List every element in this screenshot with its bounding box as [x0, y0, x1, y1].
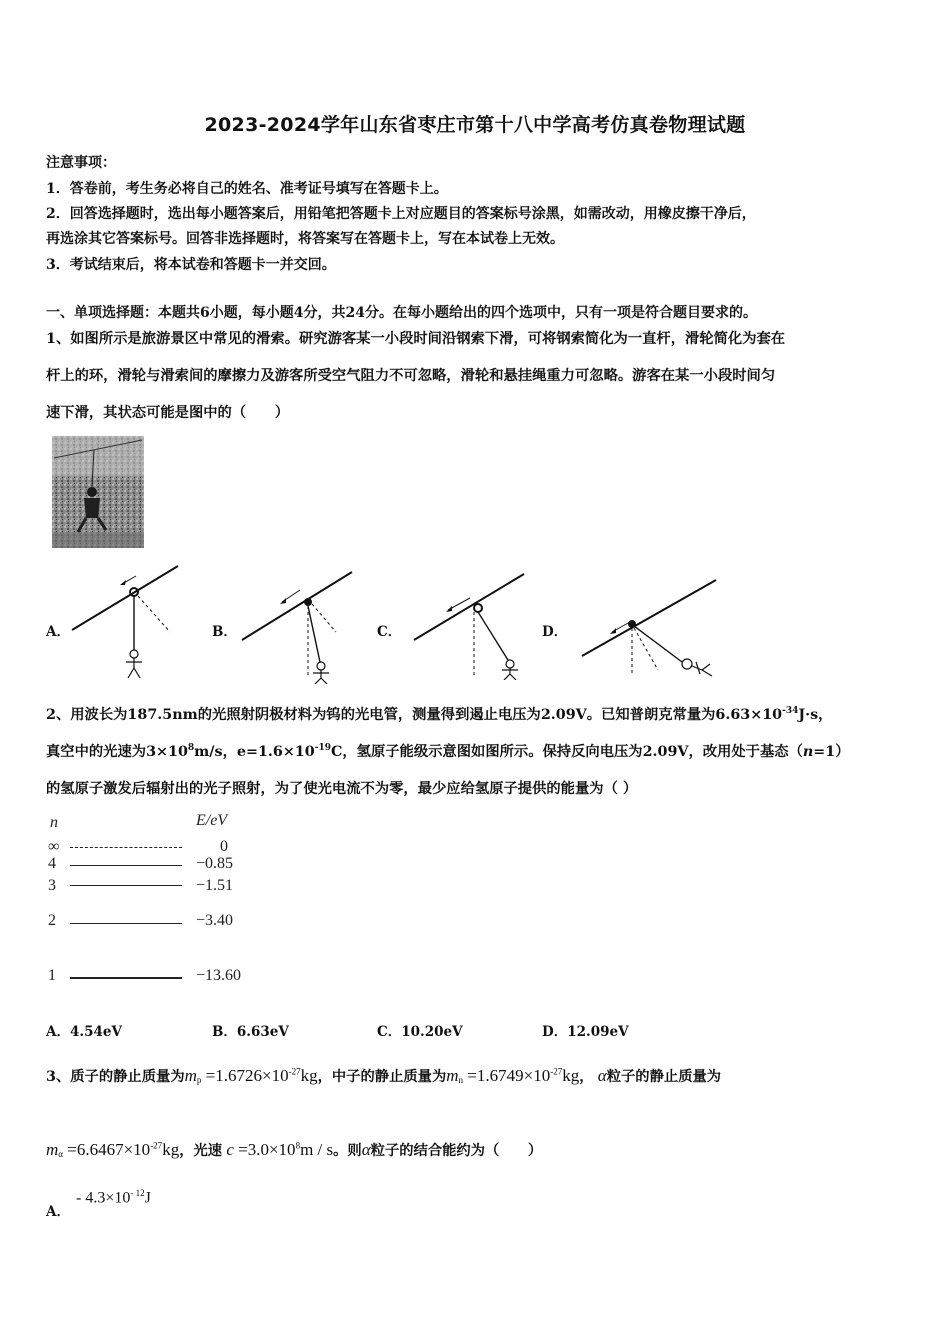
note-item-1: 1．答卷前，考生务必将自己的姓名、准考证号填写在答题卡上。 — [46, 181, 448, 197]
section-heading: 一、单项选择题：本题共6小题，每小题4分，共24分。在每小题给出的四个选项中，只有一项是符合题目要求的。 — [46, 305, 757, 321]
level-4-n: 4 — [48, 855, 56, 872]
q1-diagram-d — [578, 576, 720, 680]
q1-diagram-c — [412, 566, 528, 680]
alpha-mass-sub: α — [58, 1149, 63, 1159]
note-item-2: 2．回答选择题时，选出每小题答案后，用铅笔把答题卡上对应题目的答案标号涂黑，如需改动，用橡皮擦干净后， — [46, 206, 756, 222]
q1-option-b: B． — [212, 624, 237, 640]
q3-option-a-exp: - 12 — [130, 1188, 145, 1198]
q2-line-1 — [46, 704, 832, 724]
q3-line-2 — [46, 1140, 542, 1160]
q1-line-3: 速下滑，其状态可能是图中的（ ） — [46, 405, 290, 421]
level-3-line — [70, 885, 182, 886]
speed-of-light — [222, 1140, 333, 1159]
light-speed-value: =3.0×10 — [238, 1140, 296, 1159]
neutron-mass-symbol: m — [446, 1066, 459, 1085]
neutron-mass-sub: n — [458, 1075, 464, 1085]
q1-line-1: 1、如图所示是旅游景区中常见的滑索。研究游客某一小段时间沿钢索下滑，可将钢索简化为一直杆，滑轮简化为套在 — [46, 331, 786, 347]
q1-diagram-b — [240, 568, 356, 684]
q2-line-2-text-b: m/s，e=1.6×10 — [194, 744, 315, 760]
q1-line-2: 杆上的环，滑轮与滑索间的摩擦力及游客所受空气阻力不可忽略，滑轮和悬挂绳重力可忽略。游客在某一小段时间匀 — [46, 368, 776, 384]
level-inf-n: ∞ — [48, 838, 60, 855]
zipline-photo — [52, 436, 144, 548]
q2-line-2-text-a: 真空中的光速为3×10 — [46, 744, 188, 760]
light-speed-exp: 8 — [295, 1140, 301, 1151]
diagram-e-label: E/eV — [196, 812, 228, 829]
q2-line-1-text-a: 2、用波长为187.5nm的光照射阴极材料为钨的光电管，测量得到遏止电压为2.09V。已知普朗克常量为6.63×10 — [46, 707, 783, 723]
diagram-n-label: n — [50, 814, 58, 831]
notes-heading: 注意事项： — [46, 155, 116, 171]
q3-text-6: 。则 — [333, 1143, 362, 1159]
alpha-mass-exp: -27 — [150, 1140, 163, 1151]
q2-line-2-n: n — [802, 744, 814, 760]
level-4-e: −0.85 — [196, 855, 234, 872]
q2-line-1-exp: -34 — [782, 706, 799, 717]
q2-option-a: A．4.54eV — [46, 1024, 122, 1040]
q1-option-c: C． — [377, 624, 402, 640]
q2-option-b: B．6.63eV — [212, 1024, 289, 1040]
q2-line-2 — [46, 741, 850, 761]
light-speed-symbol: c — [226, 1140, 234, 1159]
neutron-mass-unit: kg — [562, 1066, 580, 1085]
q3-text-1: 3、质子的静止质量为 — [46, 1069, 185, 1085]
level-1-n: 1 — [48, 967, 56, 984]
alpha-symbol-2: α — [361, 1140, 371, 1159]
q1-option-d: D． — [542, 624, 568, 640]
q3-option-a-value — [76, 1188, 151, 1207]
q1-diagram-a — [70, 562, 182, 680]
proton-mass-unit: kg — [300, 1066, 318, 1085]
level-inf-e: 0 — [220, 838, 228, 855]
alpha-mass-value: =6.6467×10 — [67, 1140, 151, 1159]
q1-option-a: A． — [46, 624, 70, 640]
note-item-2-cont: 再选涂其它答案标号。回答非选择题时，将答案写在答题卡上，写在本试卷上无效。 — [46, 231, 564, 247]
proton-mass-symbol: m — [184, 1066, 197, 1085]
q3-text-3: ， — [579, 1069, 594, 1085]
neutron-mass — [446, 1066, 579, 1085]
level-2-n: 2 — [48, 912, 56, 929]
q2-option-c: C．10.20eV — [377, 1024, 463, 1040]
q3-text-2: ，中子的静止质量为 — [317, 1069, 447, 1085]
neutron-mass-exp: -27 — [550, 1066, 563, 1077]
proton-mass — [185, 1066, 318, 1085]
q3-option-a-number: - 4.3×10 — [76, 1189, 131, 1207]
q3-text-5: ，光速 — [179, 1143, 223, 1159]
energy-level-diagram — [44, 812, 254, 992]
q2-line-2-exp-1: 8 — [187, 743, 195, 754]
alpha-mass — [46, 1140, 179, 1159]
q2-line-2-text-d: =1） — [813, 744, 850, 760]
level-4-line — [70, 865, 182, 866]
level-3-e: −1.51 — [196, 877, 234, 894]
neutron-mass-value: =1.6749×10 — [467, 1066, 551, 1085]
q3-line-1 — [46, 1066, 721, 1086]
level-2-line — [70, 923, 182, 924]
alpha-mass-symbol: m — [46, 1140, 59, 1159]
proton-mass-exp: -27 — [288, 1066, 301, 1077]
light-speed-unit: m / s — [300, 1140, 334, 1159]
level-1-e: −13.60 — [196, 967, 242, 984]
alpha-mass-unit: kg — [162, 1140, 180, 1159]
proton-mass-value: =1.6726×10 — [205, 1066, 289, 1085]
level-3-n: 3 — [48, 877, 56, 894]
q2-option-d: D．12.09eV — [542, 1024, 629, 1040]
note-item-3: 3．考试结束后，将本试卷和答题卡一并交回。 — [46, 257, 336, 273]
q2-line-1-text-b: J·s， — [798, 707, 833, 723]
q3-option-a-unit: J — [144, 1189, 151, 1207]
level-inf-line — [70, 847, 182, 848]
q3-text-7: 粒子的结合能约为（ ） — [370, 1143, 543, 1159]
level-2-e: −3.40 — [196, 912, 234, 929]
level-1-line — [70, 977, 182, 979]
q3-option-a-label: A． — [46, 1204, 70, 1220]
q2-line-2-text-c: C，氢原子能级示意图如图所示。保持反向电压为2.09V，改用处于基态（ — [330, 744, 803, 760]
q2-line-2-exp-2: -19 — [314, 743, 331, 754]
q2-line-3: 的氢原子激发后辐射出的光子照射，为了使光电流不为零，最少应给氢原子提供的能量为（ ） — [46, 781, 638, 797]
proton-mass-sub: p — [196, 1075, 202, 1085]
alpha-symbol-1: α — [597, 1066, 607, 1085]
page-title: 2023-2024学年山东省枣庄市第十八中学高考仿真卷物理试题 — [204, 114, 746, 136]
q3-text-4: 粒子的静止质量为 — [606, 1069, 722, 1085]
